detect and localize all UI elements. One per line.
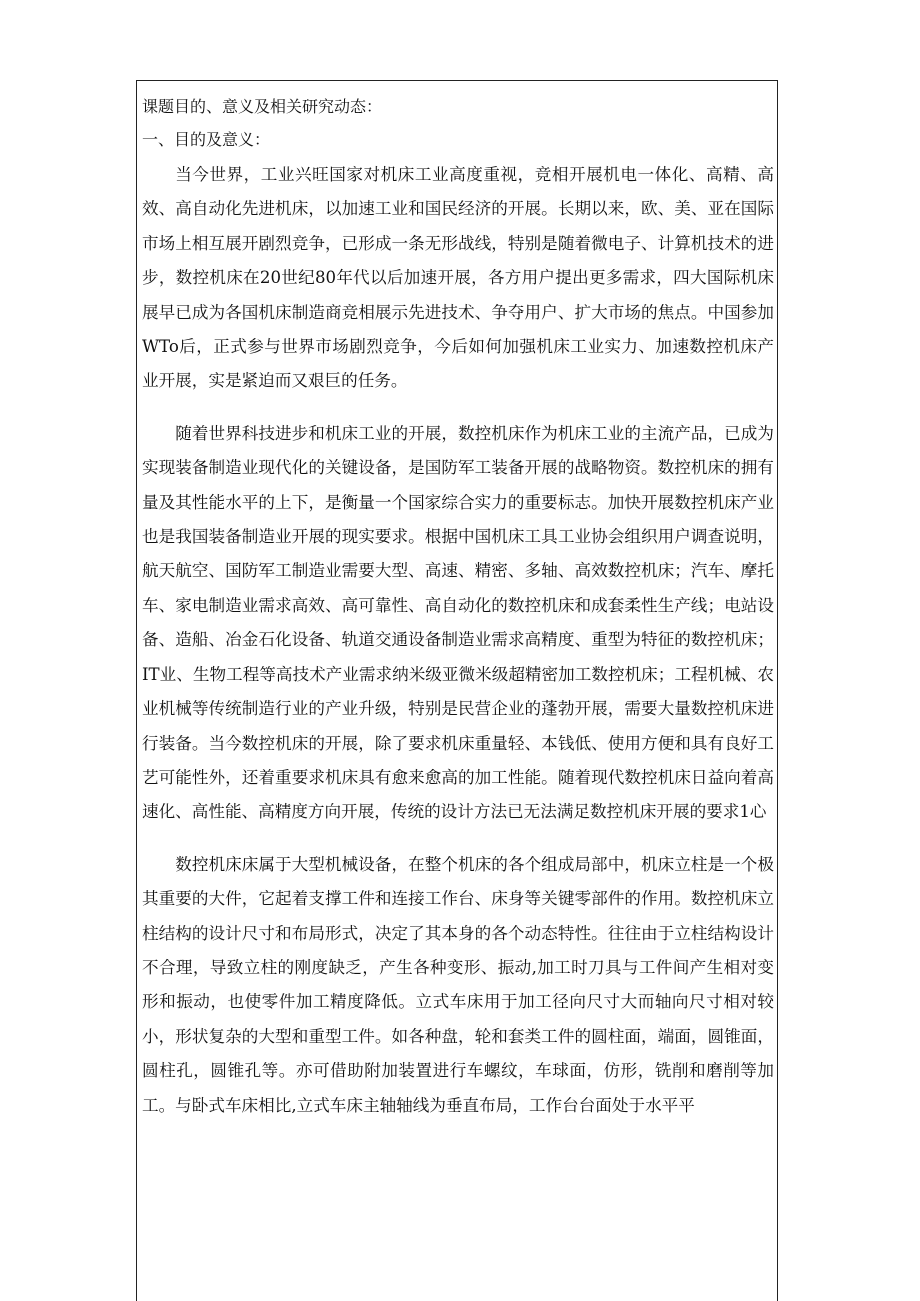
paragraph-2: 随着世界科技进步和机床工业的开展，数控机床作为机床工业的主流产品，已成为实现装备制造业现代化的关键设备，是国防军工装备开展的战略物资。数控机床的拥有量及其性能水平的上下，是衡量一个国家综合实力的重要标志。加快开展数控机床产业也是我国装备制造业开展的现实要求。根据中国机床工具工业协会组织用户调查说明，航天航空、国防军工制造业需要大型、高速、精密、多轴、高效数控机床；汽车、摩托车、家电制造业需求高效、高可靠性、高自动化的数控机床和成套柔性生产线；电站设备、造船、冶金石化设备、轨道交通设备制造业需求高精度、重型为特征的数控机床；IT业、生物工程等高技术产业需求纳米级亚微米级超精密加工数控机床；工程机械、农业机械等传统制造行业的产业升级，特别是民营企业的蓬勃开展，需要大量数控机床进行装备。当今数控机床的开展，除了要求机床重量轻、本钱低、使用方便和具有良好工艺可能性外，还着重要求机床具有愈来愈高的加工性能。随着现代数控机床日益向着高速化、高性能、高精度方向开展，传统的设计方法已无法满足数控机床开展的要求1心 [142,423,774,822]
document-body [142,90,774,1123]
document-frame [136,80,778,1301]
section-heading: 课题目的、意义及相关研究动态： [142,97,383,116]
paragraph-1: 当今世界，工业兴旺国家对机床工业高度重视，竞相开展机电一体化、高精、高效、高自动化先进机床，以加速工业和国民经济的开展。长期以来，欧、美、亚在国际市场上相互展开剧烈竞争，已形成一条无形战线，特别是随着微电子、计算机技术的进步，数控机床在20世纪80年代以后加速开展，各方用户提出更多需求，四大国际机床展早已成为各国机床制造商竞相展示先进技术、争夺用户、扩大市场的焦点。中国参加WTo后，正式参与世界市场剧烈竞争，今后如何加强机床工业实力、加速数控机床产业开展，实是紧迫而又艰巨的任务。 [142,165,774,391]
section-subheading: 一、目的及意义： [142,130,271,149]
paragraph-3: 数控机床床属于大型机械设备，在整个机床的各个组成局部中，机床立柱是一个极其重要的大件，它起着支撑工件和连接工作台、床身等关键零部件的作用。数控机床立柱结构的设计尺寸和布局形式，决定了其本身的各个动态特性。往往由于立柱结构设计不合理，导致立柱的刚度缺乏，产生各种变形、振动,加工时刀具与工件间产生相对变形和振动，也使零件加工精度降低。立式车床用于加工径向尺寸大而轴向尺寸相对较小，形状复杂的大型和重型工件。如各种盘，轮和套类工件的圆柱面，端面，圆锥面，圆柱孔，圆锥孔等。亦可借助附加装置进行车螺纹，车球面，仿形，铣削和磨削等加工。与卧式车床相比,立式车床主轴轴线为垂直布局，工作台台面处于水平平 [142,854,774,1115]
